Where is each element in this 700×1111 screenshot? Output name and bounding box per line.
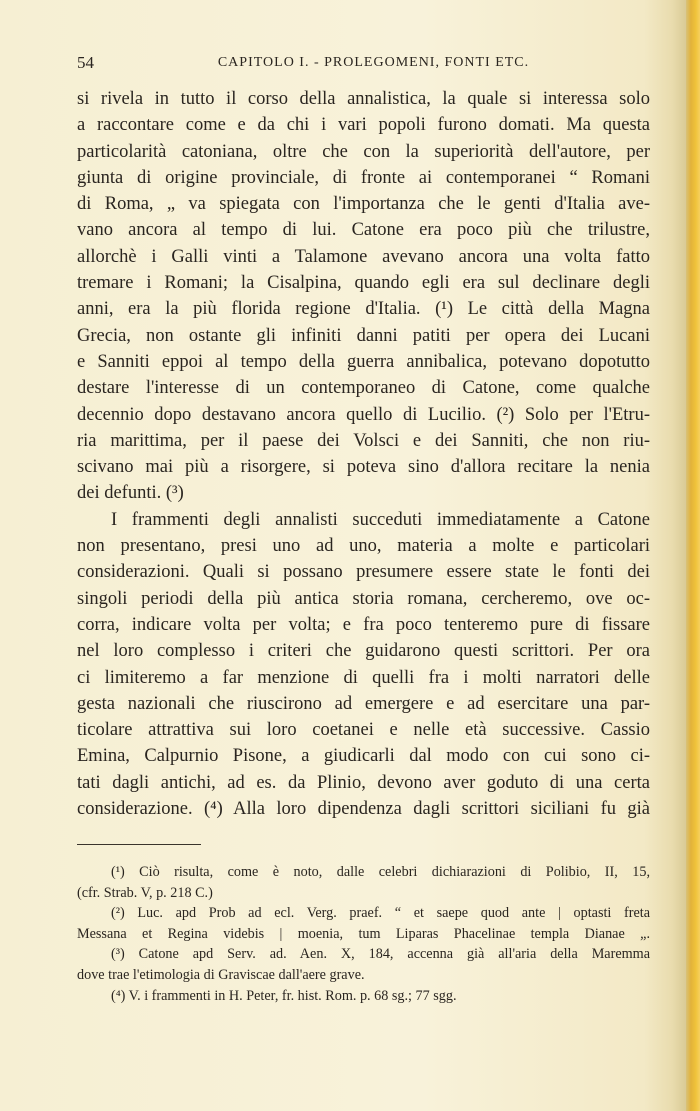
footnote-line: (³) Catone apd Serv. ad. Aen. X, 184, accenna già all'aria della Maremma [111,946,650,963]
footnote-separator [77,844,201,845]
text-line: e Sanniti eppoi al tempo della guerra annibalica, potevano dopotutto [77,351,650,372]
text-line: ticolare attrattiva sui loro coetanei e nelle età successive. Cassio [77,720,650,741]
text-line: ci limiteremo a far menzione di quelli fra i molti narratori delle [77,667,650,688]
footnote-line: (²) Luc. apd Prob ad ecl. Verg. praef. “ et saepe quod ante | optasti freta [111,905,650,922]
text-line: anni, era la più florida regione d'Italia. (¹) Le città della Magna [77,299,650,320]
text-line: particolarità catoniana, oltre che con la superiorità dell'autore, per [77,141,650,162]
text-line: tati dagli antichi, ad es. da Plinio, devono aver goduto di una certa [77,772,650,793]
text-line: giunta di origine provinciale, di fronte ai contemporanei “ Romani [77,167,650,188]
text-line: Grecia, non ostante gli infiniti danni patiti per opera dei Lucani [77,325,650,346]
footnote-line: dove trae l'etimologia di Graviscae dall'aere grave. [77,966,365,983]
text-line: singoli periodi della più antica storia romana, cercheremo, ove oc- [77,588,650,609]
running-title: CAPITOLO I. - PROLEGOMENI, FONTI ETC. [217,55,530,70]
page-edge [686,0,700,1111]
running-header [77,53,650,75]
paragraph-end-line: dei defunti. (³) [77,483,184,504]
footnote-line: (cfr. Strab. V, p. 218 C.) [77,884,213,901]
text-line: si rivela in tutto il corso della annalistica, la quale si interessa solo [77,89,650,109]
text-line: ria marittima, per il paese dei Volsci e dei Sanniti, che non riu- [77,430,650,451]
text-line: considerazioni. Quali si possano presumere essere state le fonti dei [77,562,650,583]
main-text [77,86,650,822]
text-line: nel loro complesso i criteri che guidarono questi scrittori. Per ora [77,641,650,662]
text-line: allorchè i Galli vinti a Talamone avevano ancora una volta fatto [77,246,650,267]
text-line: non presentano, presi uno ad uno, materia a molte e particolari [77,536,650,557]
footnotes [77,862,650,1006]
text-line: gesta nazionali che riuscirono ad emergere e ad esercitare una par- [77,693,650,714]
text-line: di Roma, „ va spiegata con l'importanza che le genti d'Italia ave- [77,194,650,215]
text-line: considerazione. (⁴) Alla loro dipendenza dagli scrittori siciliani fu già [77,799,650,820]
footnote-line: (⁴) V. i frammenti in H. Peter, fr. hist. Rom. p. 68 sg.; 77 sgg. [111,987,457,1004]
text-line: Emina, Calpurnio Pisone, a giudicarli dal modo con cui sono ci- [77,746,650,767]
text-line: scivano mai più a risorgere, si poteva sino d'allora recitare la nenia [77,457,650,478]
text-line: decennio dopo destavano ancora quello di Lucilio. (²) Solo per l'Etru- [77,404,650,425]
text-line: corra, indicare volta per volta; e fra poco tenteremo pure di fissare [77,614,650,635]
footnote-line: Messana et Regina videbis | moenia, tum Liparas Phacelinae templa Dianae „. [77,925,650,942]
paragraph-start-line: I frammenti degli annalisti succeduti immediatamente a Catone [111,509,650,530]
page-number: 54 [77,53,94,72]
footnote-line: (¹) Ciò risulta, come è noto, dalle celebri dichiarazioni di Polibio, II, 15, [111,864,650,880]
text-line: tremare i Romani; la Cisalpina, quando egli era sul declinare degli [77,273,650,294]
text-line: a raccontare come e da chi i vari popoli furono domati. Ma questa [77,115,650,136]
text-line: destare l'interesse di un contemporaneo di Catone, come qualche [77,378,650,399]
text-line: vano ancora al tempo di lui. Catone era poco più che trilustre, [77,220,650,241]
